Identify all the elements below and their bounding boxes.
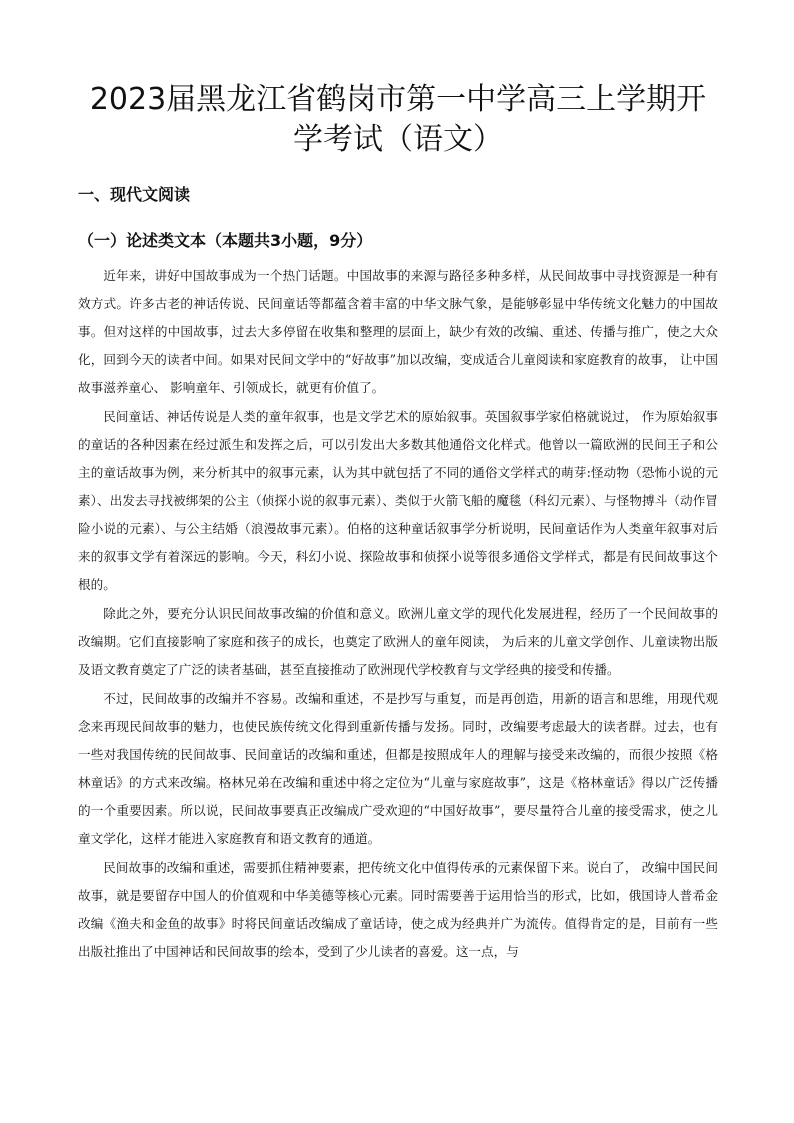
passage-paragraph-5: 民间故事的改编和重述，需要抓住精神要素，把传统文化中值得传承的元素保留下来。说白了， 改编中国民间故事，就是要留存中国人的价值观和中华美德等核心元素。同时需要善于运用恰当的形式，比如，俄国诗人普希金改编《渔夫和金鱼的故事》时将民间童话改编成了童话诗，使之成为经典并广为流传。值得肯定的是，目前有一些出版社推出了中国神话和民间故事的绘本，受到了少儿读者的喜爱。这一点，与 — [78, 860, 718, 959]
passage-paragraph-3: 除此之外，要充分认识民间故事改编的价值和意义。欧洲儿童文学的现代化发展进程，经历了一个民间故事的改编期。它们直接影响了家庭和孩子的成长，也奠定了欧洲人的童年阅读， 为后来的儿童文学创作、儿童读物出版及语文教育奠定了广泛的读者基础，甚至直接推动了欧洲现代学校教育与文学经典的接受和传播。 — [78, 606, 718, 677]
passage-paragraph-4: 不过，民间故事的改编并不容易。改编和重述，不是抄写与重复，而是再创造，用新的语言和思维，用现代观念来再现民间故事的魅力，也使民族传统文化得到重新传播与发扬。同时，改编要考虑最大的读者群。过去，也有一些对我国传统的民间故事、民间童话的改编和重述，但都是按照成年人的理解与接受来改编的，而很少按照《格林童话》的方式来改编。格林兄弟在改编和重述中将之定位为“儿童与家庭故事”，这是《格林童话》得以广泛传播的一个重要因素。所以说，民间故事要真正改编成广受欢迎的“中国好故事”，要尽量符合儿童的接受需求，使之儿童文学化，这样才能进入家庭教育和语文教育的通道。 — [78, 691, 718, 846]
document-title — [78, 80, 718, 160]
subsection-heading: （一）论述类文本（本题共3小题，9分） — [78, 231, 373, 250]
passage-paragraph-2: 民间童话、神话传说是人类的童年叙事，也是文学艺术的原始叙事。英国叙事学家伯格就说过， 作为原始叙事的童话的各种因素在经过派生和发挥之后，可以引发出大多数其他通俗文化样式。他曾以一篇欧洲的民间王子和公主的童话故事为例，来分析其中的叙事元素，认为其中就包括了不同的通俗文学样式的萌芽:怪动物（恐怖小说的元素）、出发去寻找被绑架的公主（侦探小说的叙事元素）、类似于火箭飞船的魔毯（科幻元素）、与怪物搏斗（动作冒险小说的元素）、与公主结婚（浪漫故事元素）。伯格的这种童话叙事学分析说明，民间童话作为人类童年叙事对后来的叙事文学有着深远的影响。今天，科幻小说、探险故事和侦探小说等很多通俗文学样式，都是有民间故事这个根的。 — [78, 409, 718, 592]
section-heading: 一、现代文阅读 — [78, 185, 191, 204]
passage-body — [78, 262, 718, 966]
passage-paragraph-1: 近年来，讲好中国故事成为一个热门话题。中国故事的来源与路径多种多样，从民间故事中寻找资源是一种有效方式。许多古老的神话传说、民间童话等都蕴含着丰富的中华文脉气象，是能够彰显中华传统文化魅力的中国故事。但对这样的中国故事，过去大多停留在收集和整理的层面上，缺少有效的改编、重述、传播与推广，使之大众化，回到今天的读者中间。如果对民间文学中的“好故事”加以改编，变成适合儿童阅读和家庭教育的故事， 让中国故事滋养童心、 影响童年、引领成长，就更有价值了。 — [78, 268, 718, 395]
document-title-line-1: 2023届黑龙江省鹤岗市第一中学高三上学期开 — [89, 82, 707, 117]
document-title-line-2: 学考试（语文） — [293, 122, 503, 157]
document-page — [78, 80, 718, 967]
